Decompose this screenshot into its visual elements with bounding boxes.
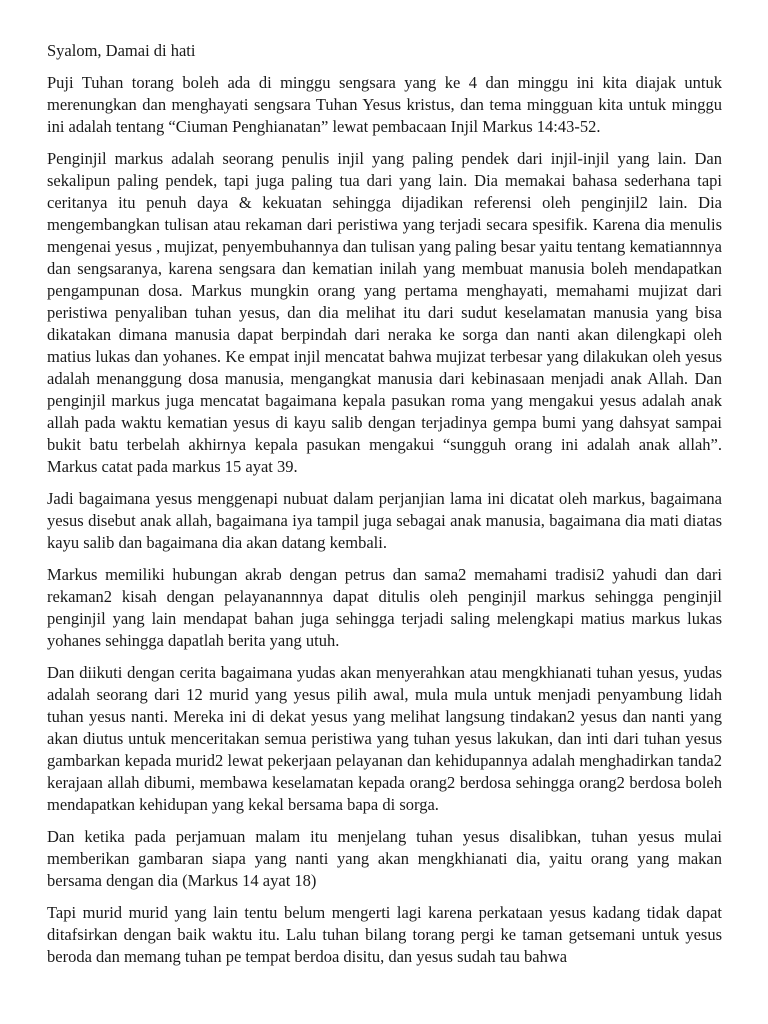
greeting-line: Syalom, Damai di hati — [47, 41, 196, 60]
paragraph-prophecy: Jadi bagaimana yesus menggenapi nubuat dalam perjanjian lama ini dicatat oleh markus, bagaimana yesus disebut anak allah, bagaimana iya tampil juga sebagai anak manusia, bagaimana dia mati diatas kayu salib dan bagaimana dia akan datang kembali. — [47, 489, 722, 552]
document-page — [47, 40, 722, 978]
paragraph-getsemani: Tapi murid murid yang lain tentu belum mengerti lagi karena perkataan yesus kadang tidak dapat ditafsirkan dengan baik waktu itu. Lalu tuhan bilang torang pergi ke taman getsemani untuk yesus beroda dan memang tuhan pe tempat berdoa disitu, dan yesus sudah tau bahwa — [47, 903, 722, 966]
paragraph-markus-author: Penginjil markus adalah seorang penulis injil yang paling pendek dari injil-injil yang lain. Dan sekalipun paling pendek, tapi juga paling tua dari yang lain. Dia memakai bahasa sederhana tapi ceritanya itu penuh daya & kekuatan sehingga dijadikan referensi oleh penginjil2 lain. Dia mengembangkan tulisan atau rekaman dari peristiwa yang terjadi secara spesifik. Karena dia menulis mengenai yesus , mujizat, penyembuhannya dan tulisan yang paling besar yaitu tentang kematiannnya dan sengsaranya, karena sengsara dan kematian inilah yang membuat manusia boleh mendapatkan pengampunan dosa. Markus mungkin orang yang pertama menghayati, memahami mujizat dari peristiwa penyaliban tuhan yesus, dan dia melihat itu dari sudut keselamatan manusia yang bisa dikatakan dimana manusia dapat berpindah dari neraka ke sorga dan nanti akan dilengkapi oleh matius lukas dan yohanes. Ke empat injil mencatat bahwa mujizat terbesar yang dilakukan oleh yesus adalah menanggung dosa manusia, mengangkat manusia dari kebinasaan menjadi anak Allah. Dan penginjil markus juga mencatat bagaimana kepala pasukan roma yang mengakui yesus adalah anak allah pada waktu kematian yesus di kayu salib dengan terjadinya gempa bumi yang dahsyat sampai bukit batu terbelah akhirnya kepala pasukan mengakui “sungguh orang ini adalah anak allah”. Markus catat pada markus 15 ayat 39. — [47, 149, 722, 476]
paragraph-intro: Puji Tuhan torang boleh ada di minggu sengsara yang ke 4 dan minggu ini kita diajak untuk merenungkan dan menghayati sengsara Tuhan Yesus kristus, dan tema mingguan kita untuk minggu ini adalah tentang “Ciuman Penghianatan” lewat pembacaan Injil Markus 14:43-52. — [47, 73, 722, 136]
paragraph-yudas: Dan diikuti dengan cerita bagaimana yudas akan menyerahkan atau mengkhianati tuhan yesus, yudas adalah seorang dari 12 murid yang yesus pilih awal, mula mula untuk menjadi penyambung lidah tuhan yesus nanti. Mereka ini di dekat yesus yang melihat langsung tindakan2 yesus dan nanti yang akan diutus untuk menceritakan semua peristiwa yang tuhan yesus lakukan, dan inti dari tuhan yesus gambarkan kepada murid2 lewat pekerjaan pelayanan dan kehidupannya adalah menghadirkan tanda2 kerajaan allah dibumi, membawa keselamatan kepada orang2 berdosa sehingga orang2 berdosa boleh mendapatkan kehidupan yang kekal bersama bapa di sorga. — [47, 663, 722, 814]
paragraph-last-supper: Dan ketika pada perjamuan malam itu menjelang tuhan yesus disalibkan, tuhan yesus mulai memberikan gambaran siapa yang nanti yang akan mengkhianati dia, yaitu orang yang makan bersama dengan dia (Markus 14 ayat 18) — [47, 827, 722, 890]
paragraph-markus-petrus: Markus memiliki hubungan akrab dengan petrus dan sama2 memahami tradisi2 yahudi dan dari rekaman2 kisah dengan pelayanannnya dapat ditulis oleh penginjil markus sehingga penginjil penginjil yang lain mendapat bahan juga sehingga terjadi saling melengkapi matius markus lukas yohanes sehingga dapatlah berita yang utuh. — [47, 565, 722, 650]
